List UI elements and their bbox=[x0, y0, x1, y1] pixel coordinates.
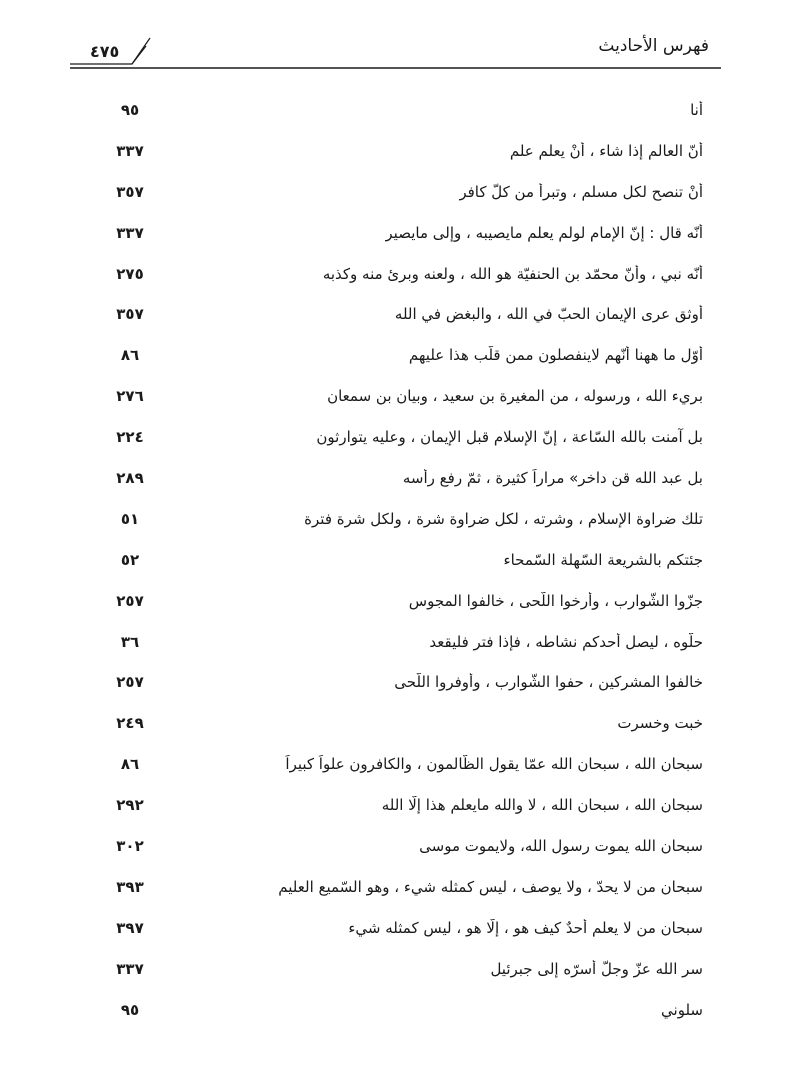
index-entry bbox=[88, 708, 703, 749]
entry-text: سبحان الله يموت رسول الله، ولايموت موسى bbox=[419, 837, 703, 856]
index-entry bbox=[88, 177, 703, 218]
entry-page-number: ٣٣٧ bbox=[116, 959, 144, 978]
entry-text: خالفوا المشركين ، حفوا الشّوارب ، وأوفروا اللّحى bbox=[394, 673, 703, 692]
index-entry bbox=[88, 136, 703, 177]
entry-page-number: ٢٧٦ bbox=[116, 387, 144, 406]
index-entry bbox=[88, 627, 703, 668]
entry-page-number: ٣٦ bbox=[120, 632, 140, 651]
index-entry bbox=[88, 463, 703, 504]
entry-page-number: ٣٥٧ bbox=[116, 182, 144, 201]
entry-page-number: ٢٨٩ bbox=[116, 469, 144, 488]
entry-text: أوّل ما ههنا أنّهم لاينفصلون ممن قلّب هذا عليهم bbox=[408, 346, 703, 365]
entry-page-number: ٣٩٧ bbox=[116, 918, 144, 937]
entry-page-number: ٥١ bbox=[120, 509, 140, 528]
entry-text: أنّه نبي ، وأنّ محمّد بن الحنفيّة هو الله ، ولعنه وبرئ منه وكذبه bbox=[322, 264, 703, 283]
entry-text: أوثق عرى الإيمان الحبّ في الله ، والبغض في الله bbox=[394, 305, 703, 324]
entry-text: سلوني bbox=[661, 1000, 703, 1019]
entry-page-number: ٥٢ bbox=[120, 550, 140, 569]
entry-text: أنْ تنصح لكل مسلم ، وتبرأ من كلّ كافر bbox=[459, 182, 703, 201]
index-entry bbox=[88, 95, 703, 136]
index-entry bbox=[88, 995, 703, 1036]
entry-text: أنا bbox=[690, 101, 703, 119]
index-entry bbox=[88, 422, 703, 463]
entry-page-number: ٢٥٧ bbox=[116, 591, 144, 610]
entry-text: سبحان من لا يحدّ ، ولا يوصف ، ليس كمثله شيء ، وهو السّميع العليم bbox=[278, 877, 703, 896]
hadith-index-list bbox=[88, 95, 703, 1035]
entry-text: جئتكم بالشريعة السّهلة السّمحاء bbox=[503, 550, 703, 569]
index-entry bbox=[88, 749, 703, 790]
entry-page-number: ٣٠٢ bbox=[116, 837, 144, 856]
entry-text: سبحان الله ، سبحان الله ، لا والله مايعلم هذا إلّا الله bbox=[381, 796, 703, 815]
entry-text: سبحان من لا يعلم أحدٌ كيف هو ، إلّا هو ، ليس كمثله شيء bbox=[348, 918, 703, 937]
entry-page-number: ٣٥٧ bbox=[116, 305, 144, 324]
entry-text: حلّوه ، ليصل أحدكم نشاطه ، فإذا فتر فليقعد bbox=[429, 632, 703, 651]
index-entry bbox=[88, 831, 703, 872]
entry-page-number: ٢٩٢ bbox=[116, 796, 144, 815]
index-entry bbox=[88, 340, 703, 381]
entry-text: سبحان الله ، سبحان الله عمّا يقول الظّالمون ، والكافرون علواً كبيراً bbox=[285, 755, 703, 774]
index-entry bbox=[88, 259, 703, 300]
entry-text: أنّ العالم إذا شاء ، أنْ يعلم علم bbox=[509, 141, 703, 160]
index-entry bbox=[88, 381, 703, 422]
entry-page-number: ٣٣٧ bbox=[116, 223, 144, 242]
index-entry bbox=[88, 545, 703, 586]
entry-page-number: ٢٧٥ bbox=[116, 264, 144, 283]
entry-page-number: ٩٥ bbox=[120, 101, 140, 119]
entry-page-number: ٨٦ bbox=[120, 755, 140, 774]
entry-text: خبت وخسرت bbox=[617, 714, 703, 733]
index-entry bbox=[88, 954, 703, 995]
entry-page-number: ٣٩٣ bbox=[116, 877, 144, 896]
entry-text: بل عبد الله قن داخر» مراراً كثيرة ، ثمّ رفع رأسه bbox=[402, 469, 703, 488]
entry-text: تلك ضراوة الإسلام ، وشرته ، لكل ضراوة شرة ، ولكل شرة فترة bbox=[304, 509, 703, 528]
index-entry bbox=[88, 218, 703, 259]
entry-page-number: ٨٦ bbox=[120, 346, 140, 365]
index-entry bbox=[88, 790, 703, 831]
entry-page-number: ٣٣٧ bbox=[116, 141, 144, 160]
entry-text: سر الله عزّ وجلّ أسرّه إلى جبرئيل bbox=[490, 959, 703, 978]
page-header bbox=[70, 28, 721, 72]
index-entry bbox=[88, 299, 703, 340]
page-number: ٤٧٥ bbox=[90, 42, 120, 61]
entry-page-number: ٢٤٩ bbox=[116, 714, 144, 733]
entry-page-number: ٩٥ bbox=[120, 1000, 140, 1019]
index-entry bbox=[88, 504, 703, 545]
page-title: فهرس الأحاديث bbox=[598, 36, 709, 56]
entry-text: بريء الله ، ورسوله ، من المغيرة بن سعيد ، وبيان بن سمعان bbox=[327, 387, 703, 406]
entry-page-number: ٢٥٧ bbox=[116, 673, 144, 692]
entry-page-number: ٢٢٤ bbox=[116, 428, 144, 447]
index-entry bbox=[88, 667, 703, 708]
entry-text: بل آمنت بالله السّاعة ، إنّ الإسلام قبل الإيمان ، وعليه يتوارثون bbox=[316, 428, 703, 447]
index-entry bbox=[88, 586, 703, 627]
entry-text: جزّوا الشّوارب ، وأرخوا اللّحى ، خالفوا المجوس bbox=[408, 591, 703, 610]
entry-text: أنّه قال : إنّ الإمام لولم يعلم مايصيبه ، وإلى مايصير bbox=[385, 223, 703, 242]
index-entry bbox=[88, 913, 703, 954]
index-entry bbox=[88, 872, 703, 913]
